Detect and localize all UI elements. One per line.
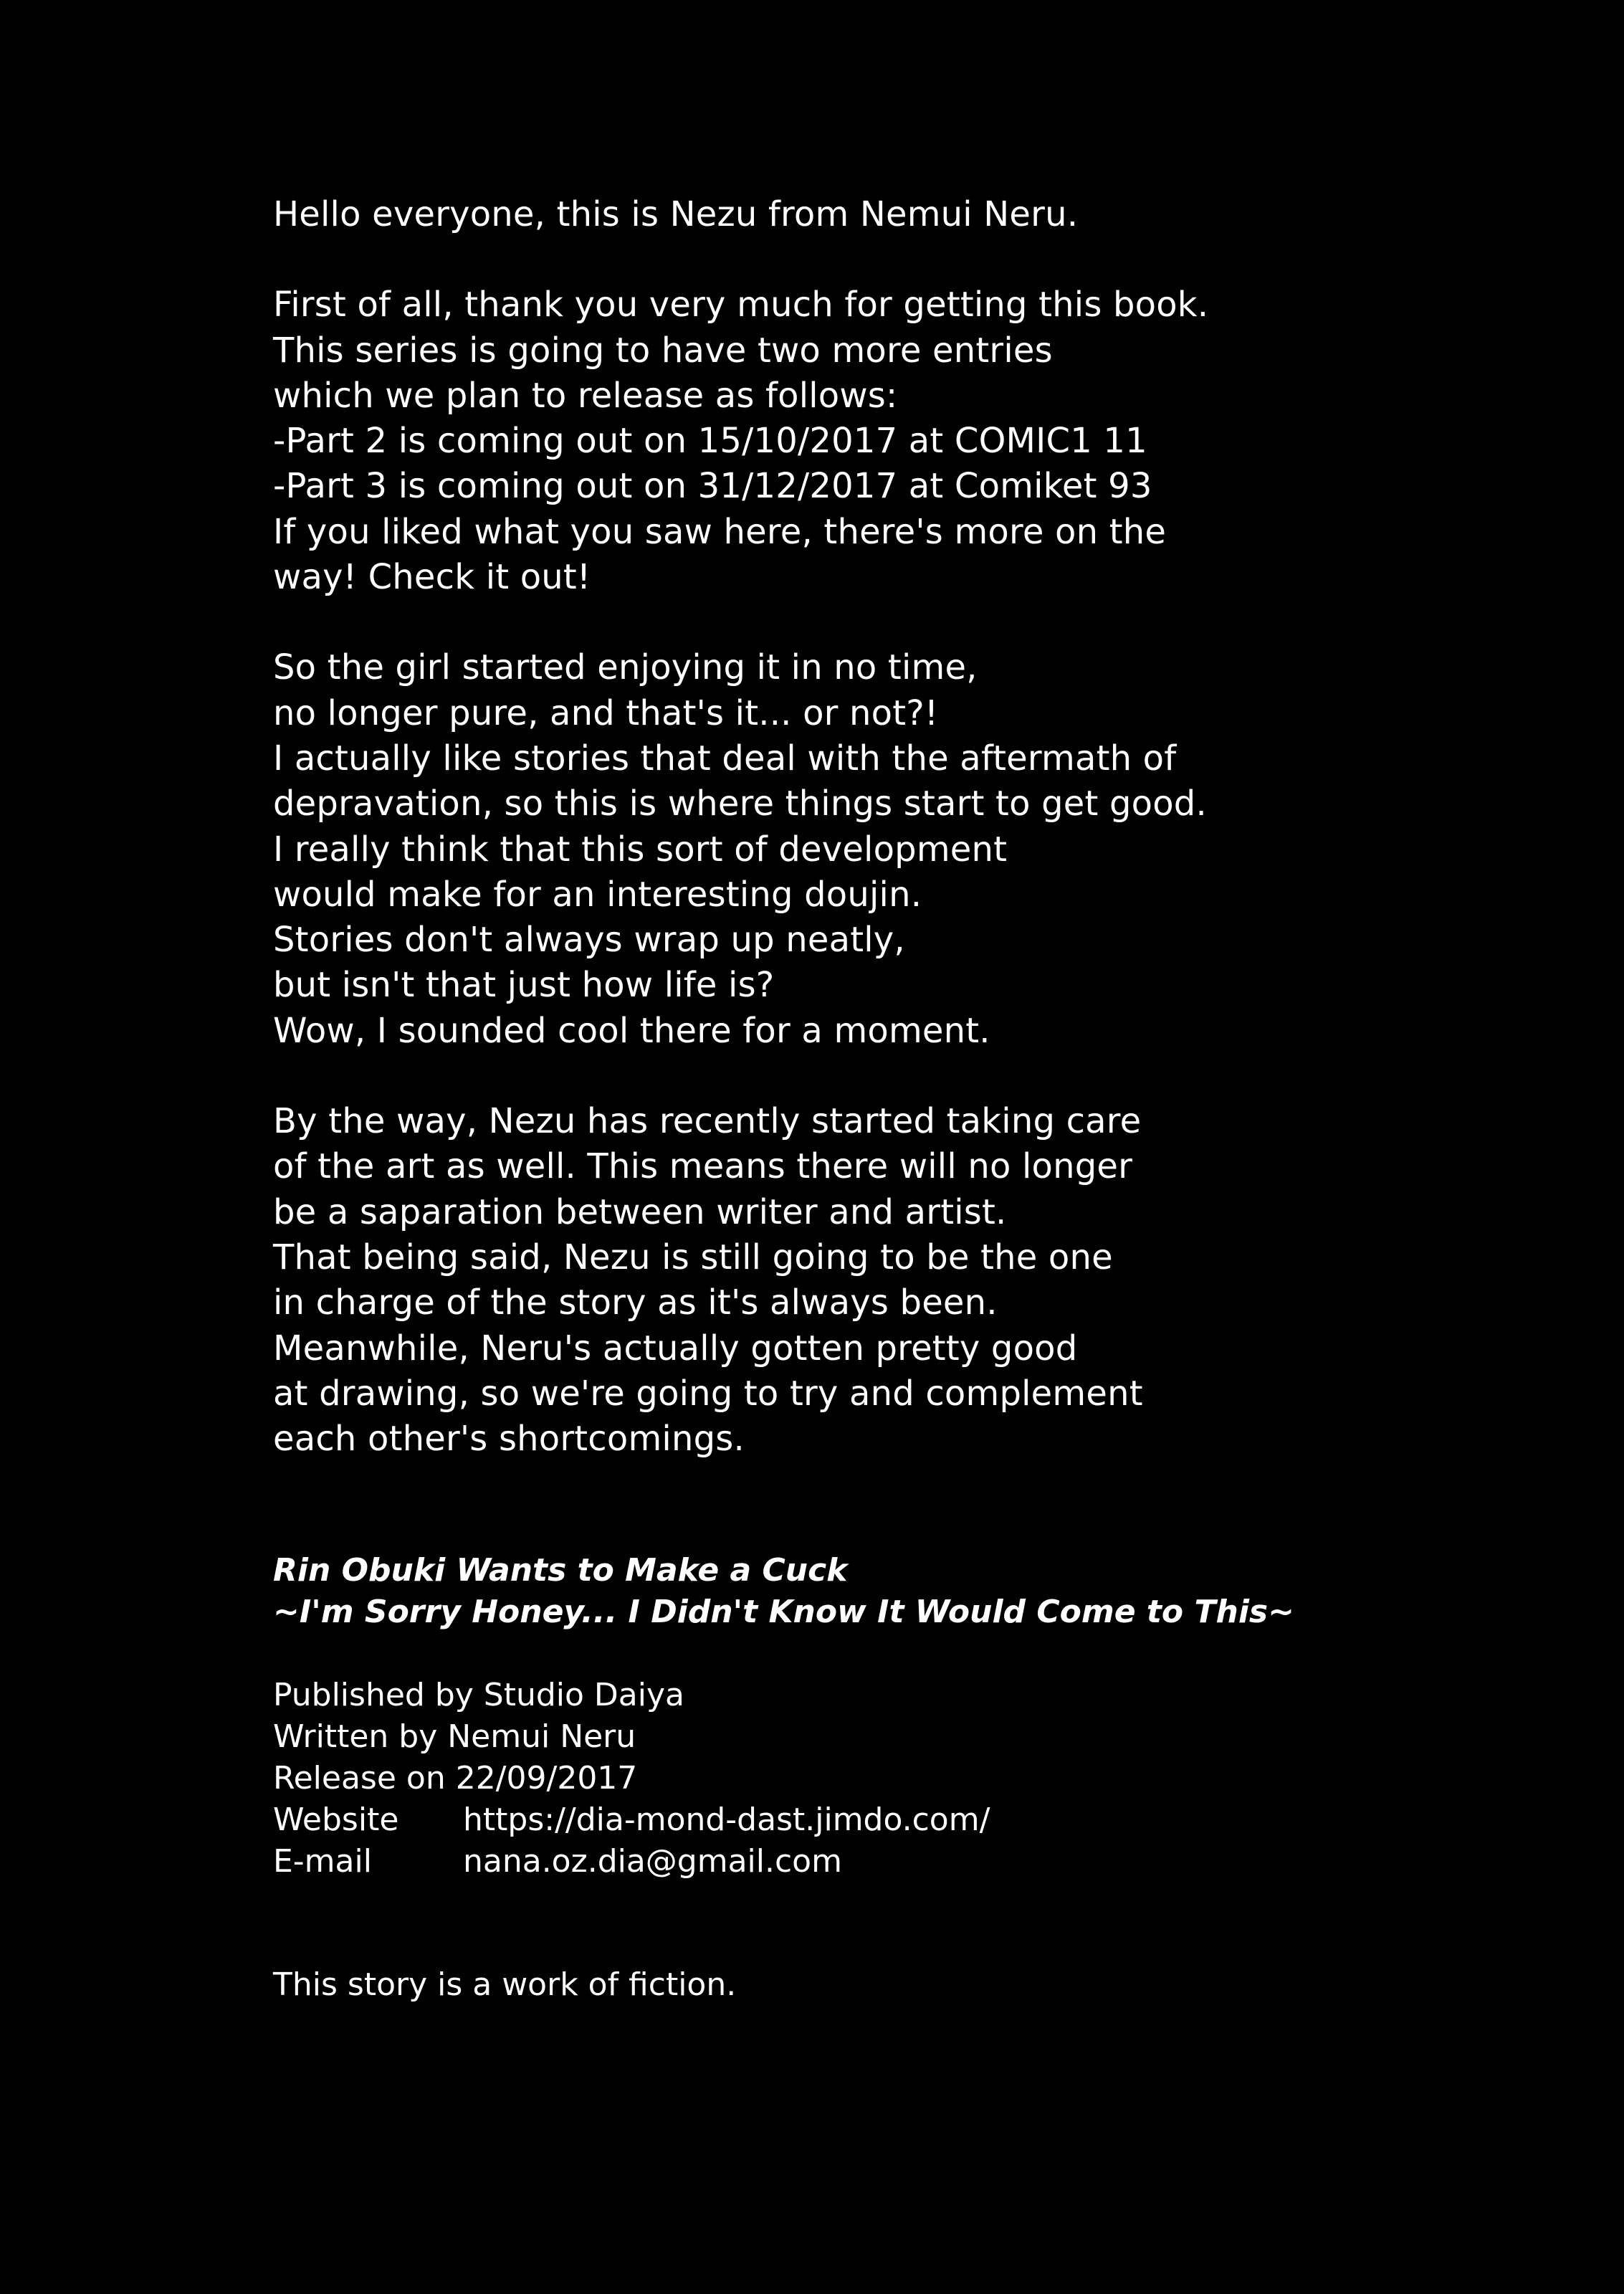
text-line: would make for an interesting doujin. — [273, 874, 922, 915]
email-address: nana.oz.dia@gmail.com — [463, 1843, 842, 1880]
book-title-main: Rin Obuki Wants to Make a Cuck — [273, 1552, 848, 1589]
text-line: be a saparation between writer and artist. — [273, 1191, 1007, 1232]
text-line: but isn't that just how life is? — [273, 965, 775, 1006]
text-line: So the girl started enjoying it in no time, — [273, 647, 978, 688]
colophon — [273, 1675, 1563, 1883]
text-line: This series is going to have two more entries — [273, 330, 1053, 371]
text-line: That being said, Nezu is still going to be the one — [273, 1237, 1113, 1277]
text-line: I actually like stories that deal with the aftermath of — [273, 738, 1177, 779]
author-line: Written by Nemui Neru — [273, 1718, 636, 1756]
email-label: E-mail — [273, 1843, 372, 1880]
greeting-paragraph — [273, 192, 1563, 237]
release-schedule-paragraph — [273, 282, 1563, 600]
book-title — [273, 1550, 1563, 1633]
greeting-line: Hello everyone, this is Nezu from Nemui Neru. — [273, 194, 1079, 234]
website-row — [273, 1799, 1563, 1841]
afterword-content — [273, 192, 1563, 1883]
book-title-subtitle: ~I'm Sorry Honey... I Didn't Know It Would Come to This~ — [273, 1594, 1294, 1631]
text-line: way! Check it out! — [273, 557, 591, 598]
text-line: First of all, thank you very much for getting this book. — [273, 285, 1209, 325]
text-line: By the way, Nezu has recently started taking care — [273, 1101, 1142, 1142]
email-row — [273, 1841, 1563, 1883]
text-line: Wow, I sounded cool there for a moment. — [273, 1010, 990, 1051]
text-line: If you liked what you saw here, there's more on the — [273, 511, 1167, 552]
website-link: https://dia-mond-dast.jimdo.com/ — [463, 1802, 990, 1839]
text-line: no longer pure, and that's it... or not?! — [273, 693, 939, 733]
fiction-disclaimer: This story is a work of fiction. — [273, 1966, 737, 2003]
spacer — [273, 1507, 1563, 1550]
text-line: -Part 3 is coming out on 31/12/2017 at Comiket 93 — [273, 466, 1152, 507]
text-line: at drawing, so we're going to try and complement — [273, 1373, 1143, 1414]
text-line: Stories don't always wrap up neatly, — [273, 920, 905, 961]
release-date-line: Release on 22/09/2017 — [273, 1760, 638, 1797]
text-line: in charge of the story as it's always been. — [273, 1282, 998, 1323]
publisher-line: Published by Studio Daiya — [273, 1677, 684, 1714]
text-line: each other's shortcomings. — [273, 1419, 745, 1460]
text-line: of the art as well. This means there will no longer — [273, 1146, 1133, 1187]
text-line: -Part 2 is coming out on 15/10/2017 at COMIC1 11 — [273, 421, 1147, 462]
text-line: Meanwhile, Neru's actually gotten pretty good — [273, 1328, 1078, 1369]
art-duties-paragraph — [273, 1099, 1563, 1462]
story-comment-paragraph — [273, 645, 1563, 1054]
text-line: I really think that this sort of development — [273, 829, 1008, 870]
text-line: which we plan to release as follows: — [273, 375, 898, 416]
website-label: Website — [273, 1802, 399, 1839]
text-line: depravation, so this is where things start to get good. — [273, 784, 1207, 824]
